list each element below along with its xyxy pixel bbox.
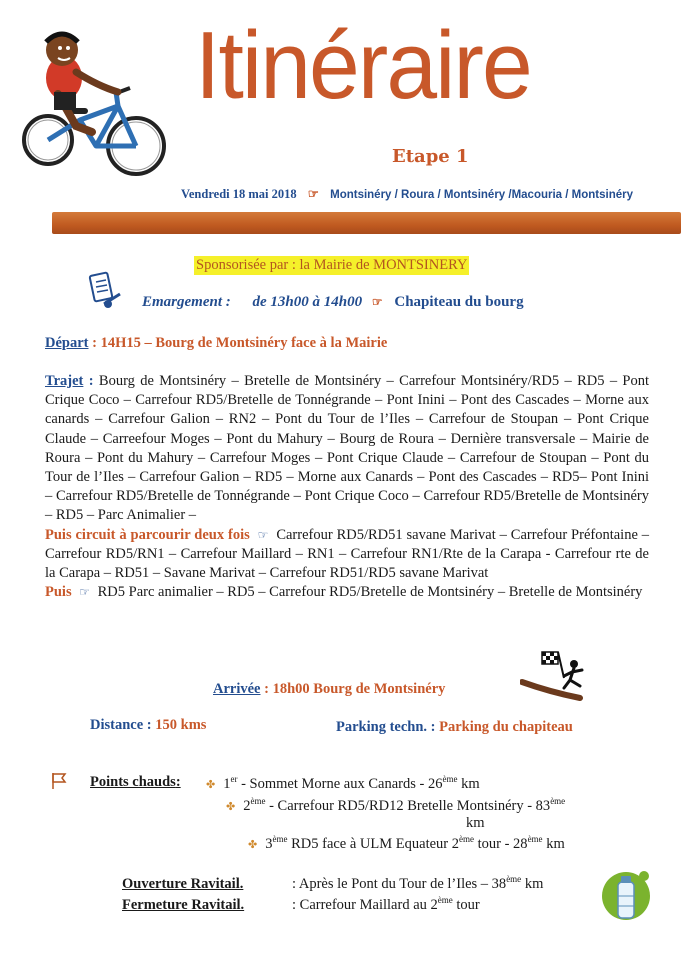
distance-value: 150 kms xyxy=(155,717,207,733)
parking-label: Parking techn. : xyxy=(336,719,436,735)
emargement-place: Chapiteau du bourg xyxy=(394,294,524,310)
puis1-text: Carrefour RD5/RD51 savane Marivat – Carrefour Préfontaine – Carrefour RD5/RN1 – Carrefour Maillard – RN1 – Carrefour RN1/Rte de la Carapa - Carrefour rte de la Carapa – RD51 – Savane Marivat – Carrefour RD51/RD5 savane Marivat xyxy=(45,526,650,582)
puis1-paragraph xyxy=(45,526,649,584)
puis2-text: RD5 Parc animalier – RD5 – Carrefour RD5/Bretelle de Montsinéry – Bretelle de Montsinéry xyxy=(97,584,643,601)
superscript: ème xyxy=(272,834,288,844)
route-summary: Montsinéry / Roura / Montsinéry /Macouria / Montsinéry xyxy=(330,189,633,201)
star-bullet-icon: ✤ xyxy=(226,800,236,813)
trajet-text: Bourg de Montsinéry – Bretelle de Montsinéry – Carrefour Montsinéry/RD5 – RD5 – Pont Crique Coco – Carrefour RD5/Bretelle de Tonnégrande – Pont Inini – Pont des Cascades – Morne aux canards – Carrefour Galion – RN2 – Pont du Tour de l’Iles – Carrefour de Stoupan – Pont Crique Claude – Carreefour Moges – Pont du Mahury – Bourg de Roura – Dernière transversale – Mairie de Roura – Pont du Mahury – Carrefour Moges – Pont Crique Claude – Carrefour de Stoupan – Pont du Tour de l’Iles – Carrefour Galion – RD5 – Morne aux Canards – Pont des Cascades – RD5– Pont Inini – Carrefour RD5/Bretelle de Tonnégrande – Pont Crique Coco – Carrefour RD5/Bretelle de Montsinéry – RD5 – Parc Animalier – xyxy=(45,373,650,524)
arrivee-line xyxy=(213,681,445,698)
fermeture-label: Fermeture Ravitail. xyxy=(122,896,245,913)
hot-point-unit: km xyxy=(457,775,480,792)
ouverture-label: Ouverture Ravitail. xyxy=(122,875,244,892)
superscript: ème xyxy=(527,834,543,844)
page-title: Itinéraire xyxy=(195,12,531,119)
depart-label: Départ xyxy=(45,335,89,351)
depart-value: : 14H15 – Bourg de Montsinéry face à la Mairie xyxy=(92,335,388,351)
superscript: ème xyxy=(437,895,453,905)
ravitaillement-open xyxy=(122,874,543,893)
hot-point-unit: km xyxy=(542,835,565,852)
water-bottle-icon xyxy=(600,866,652,922)
date: Vendredi 18 mai 2018 xyxy=(181,187,297,201)
flag-icon xyxy=(50,772,68,790)
superscript: ème xyxy=(506,874,522,884)
pointing-hand-icon: ☞ xyxy=(371,295,383,309)
emargement-time: de 13h00 à 14h00 xyxy=(252,294,363,310)
finish-flag-runner-icon xyxy=(520,648,592,704)
ouverture-unit: km xyxy=(521,875,544,892)
parking-line xyxy=(336,719,573,736)
superscript: ème xyxy=(459,834,474,844)
points-chauds-colon: : xyxy=(175,774,181,790)
document-pen-icon xyxy=(86,270,126,310)
trajet-block xyxy=(45,372,649,602)
hot-point-text: tour - 28 xyxy=(474,835,528,852)
pointing-hand-icon: ☞ xyxy=(79,585,90,600)
hot-point-text: RD5 face à ULM Equateur 2 xyxy=(287,835,459,852)
depart-line xyxy=(45,335,387,352)
fermeture-unit: tour xyxy=(452,896,480,913)
arrivee-label: Arrivée xyxy=(213,681,261,697)
distance-label: Distance : xyxy=(90,717,152,733)
superscript: ème xyxy=(550,796,566,806)
hot-point-text: - Sommet Morne aux Canards - 26 xyxy=(237,775,443,792)
pointing-hand-icon: ☞ xyxy=(257,527,269,542)
distance-line xyxy=(90,717,206,734)
parking-value: Parking du chapiteau xyxy=(439,719,573,735)
hot-point-1 xyxy=(206,774,480,793)
superscript: er xyxy=(230,774,238,784)
trajet-label: Trajet xyxy=(45,373,84,389)
pointing-hand-icon: ☞ xyxy=(307,187,319,201)
hot-point-number: 3 xyxy=(265,835,273,852)
superscript: ème xyxy=(250,796,266,806)
ravitaillement-close xyxy=(122,895,480,914)
puis1-label: Puis circuit à parcourir deux fois xyxy=(45,526,250,543)
puis2-label: Puis xyxy=(45,584,72,601)
ouverture-text: : Après le Pont du Tour de l’Iles – 38 xyxy=(292,875,507,892)
star-bullet-icon: ✤ xyxy=(206,778,216,791)
sponsor-text: Sponsorisée par : la Mairie de MONTSINERY xyxy=(196,257,468,273)
points-chauds-label: Points chauds xyxy=(90,774,176,790)
emargement-line xyxy=(142,294,524,311)
star-bullet-icon: ✤ xyxy=(248,838,258,851)
emargement-label: Emargement : xyxy=(142,294,231,310)
header-banner xyxy=(52,212,681,234)
superscript: ème xyxy=(442,774,458,784)
hot-point-3 xyxy=(248,834,565,853)
hot-point-number: 2 xyxy=(243,797,251,814)
arrivee-value: : 18h00 Bourg de Montsinéry xyxy=(264,681,446,697)
puis2-paragraph xyxy=(45,583,649,602)
hot-point-number: 1 xyxy=(223,775,231,792)
stage-label: Etape 1 xyxy=(392,146,469,167)
hot-point-2-unit: km xyxy=(466,815,485,831)
date-route-line xyxy=(181,186,633,202)
fermeture-text: : Carrefour Maillard au 2 xyxy=(292,896,438,913)
points-chauds-title xyxy=(90,774,181,791)
hot-point-2 xyxy=(226,796,565,815)
hot-point-text: - Carrefour RD5/RD12 Bretelle Montsinéry - 83 xyxy=(265,797,551,814)
trajet-paragraph: Trajet : Bourg de Montsinéry – Bretelle de Montsinéry – Carrefour Montsinéry/RD5 – RD5 – Pont Crique Coco – Carrefour RD5/Bretelle de Tonnégrande – Pont Inini – Pont des Cascades – Morne aux canards – Carrefour Galion – RN2 – Pont du Tour de l’Iles – Carrefour de Stoupan – Pont Crique Claude – Carreefour Moges – Pont du Mahury – Bourg de Roura – Dernière transversale – Mairie de Roura – Pont du Mahury – Carrefour Moges – Pont Crique Claude – Carrefour de Stoupan – Pont du Tour de l’Iles – Carrefour Galion – RD5 – Morne aux Canards – Pont des Cascades – RD5– Pont Inini – Carrefour RD5/Bretelle de Tonnégrande – Pont Crique Coco – Carrefour RD5/Bretelle de Montsinéry – RD5 – Parc Animalier – xyxy=(45,373,650,524)
cyclist-illustration xyxy=(18,28,174,176)
